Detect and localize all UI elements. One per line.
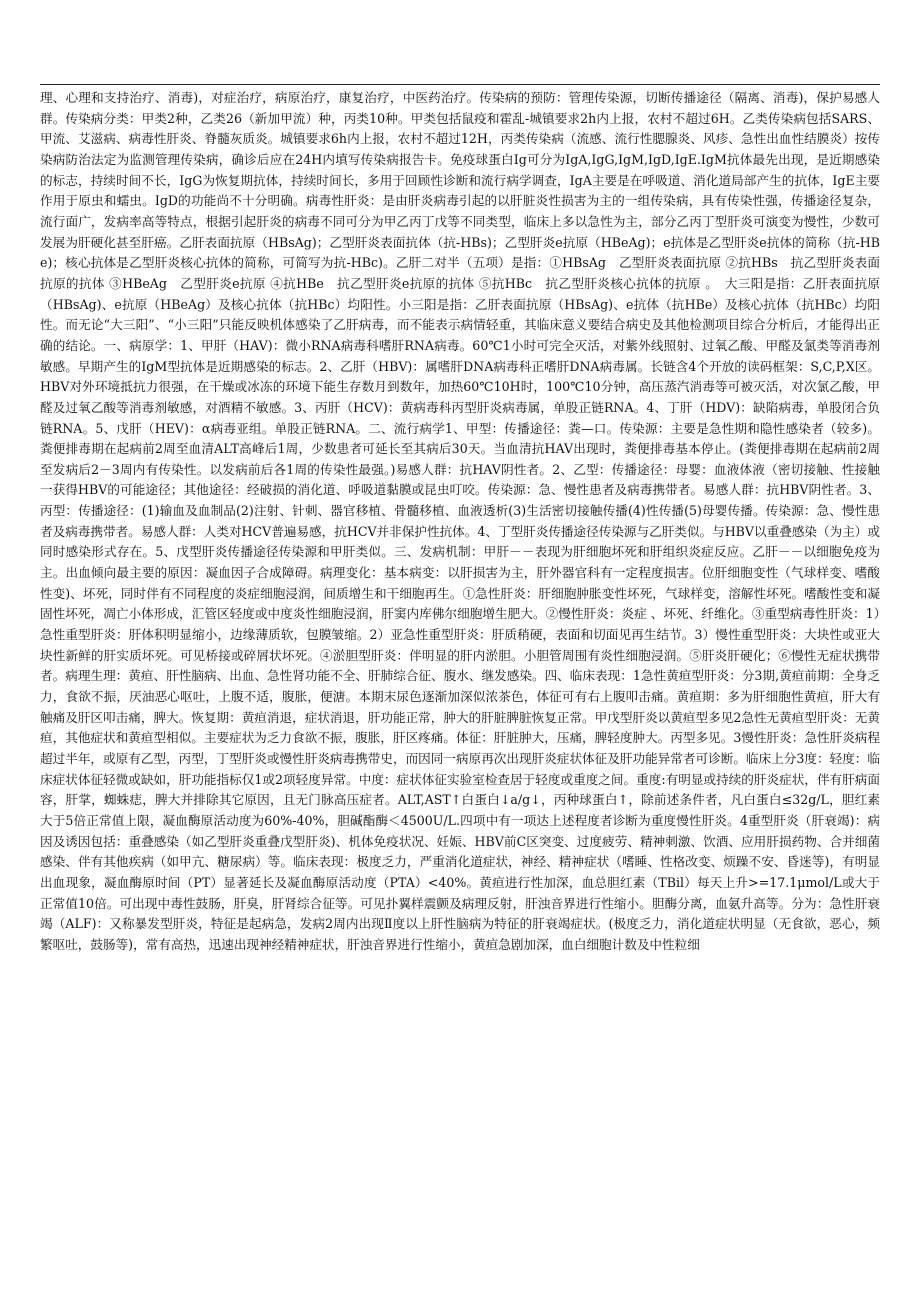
header-rule [40, 84, 880, 85]
document-body-text: 理、心理和支持治疗、消毒)，对症治疗，病原治疗，康复治疗，中医药治疗。传染病的预防：管理传染源，切断传播途径（隔离、消毒)，保护易感人群。传染病分类：甲类2种，乙类26（新加甲流）种，丙类10种。甲类包括鼠疫和霍乱-城镇要求2h内上报，农村不超过6H。乙类传染病包括SARS、甲流、艾滋病、病毒性肝炎、脊髓灰质炎。城镇要求6h内上报，农村不超过12H，丙类传染病（流感、流行性腮腺炎、风疹、急性出血性结膜炎）按传染病防治法定为监测管理传染病，确诊后应在24H内填写传染病报告卡。免疫球蛋白Ig可分为IgA,IgG,IgM,IgD,IgE.IgM抗体最先出现，是近期感染的标志，持续时间不长，IgG为恢复期抗体，持续时间长，多用于回顾性诊断和流行病学调查，IgA主要是在呼吸道、消化道局部产生的抗体，IgE主要作用于原虫和蠕虫。IgD的功能尚不十分明确。病毒性肝炎：是由肝炎病毒引起的以肝脏炎性损害为主的一组传染病，具有传染性强，传播途径复杂，流行面广，发病率高等特点，根据引起肝炎的病毒不同可分为甲乙丙丁戊等不同类型，临床上多以急性为主，部分乙丙丁型肝炎可演变为慢性，少数可发展为肝硬化甚至肝癌。乙肝表面抗原（HBsAg)；乙型肝炎表面抗体（抗-HBs)；乙型肝炎e抗原（HBeAg)；e抗体是乙型肝炎e抗体的简称（抗-HBe)；核心抗体是乙型肝炎核心抗体的简称，可简写为抗-HBc)。乙肝二对半（五项）是指：①HBsAg 乙型肝炎表面抗原 ②抗HBs 抗乙型肝炎表面抗原的抗体 ③HBeAg 乙型肝炎e抗原 ④抗HBe 抗乙型肝炎e抗原的抗体 ⑤抗HBc 抗乙型肝炎核心抗体的抗原 。 大三阳是指：乙肝表面抗原（HBsAg)、e抗原（HBeAg）及核心抗体（抗HBc）均阳性。小三阳是指：乙肝表面抗原（HBsAg)、e抗体（抗HBe）及核心抗体（抗HBc）均阳性。而无论“大三阳”、“小三阳”只能反映机体感染了乙肝病毒，而不能表示病情轻重，其临床意义要结合病史及其他检测项目综合分析后，才能得出正确的结论。一、病原学：1、甲肝（HAV)：微小RNA病毒科嗜肝RNA病毒。60℃1小时可完全灭活，对紫外线照射、过氧乙酸、甲醛及氯类等消毒剂敏感。早期产生的IgM型抗体是近期感染的标志。2、乙肝（HBV)：属嗜肝DNA病毒科正嗜肝DNA病毒属。长链含4个开放的读码框架：S,C,P,X区。HBV对外环境抵抗力很强，在干燥或冰冻的环境下能生存数月到数年，加热60℃10H时，100℃10分钟，高压蒸汽消毒等可被灭活，对次氯乙酸，甲醛及过氧乙酸等消毒剂敏感，对酒精不敏感。3、丙肝（HCV)：黄病毒科丙型肝炎病毒属，单股正链RNA。4、丁肝（HDV)：缺陷病毒，单股闭合负链RNA。5、戊肝（HEV)：α病毒亚组。单股正链RNA。二、流行病学1、甲型：传播途径：粪—口。传染源：主要是急性期和隐性感染者（较多)。粪便排毒期在起病前2周至血清ALT高峰后1周，少数患者可延长至其病后30天。当血清抗HAV出现时，粪便排毒基本停止。(粪便排毒期在起病前2周至发病后2－3周内有传染性。以发病前后各1周的传染性最强。)易感人群：抗HAV阴性者。2、乙型：传播途径：母婴：血液体液（密切接触、性接触一获得HBV的可能途径；其他途径：经破损的消化道、呼吸道黏膜或昆虫叮咬。传染源：急、慢性患者及病毒携带者。易感人群：抗HBV阴性者。3、丙型：传播途径：(1)输血及血制品(2)注射、针刺、器官移植、骨髓移植、血液透析(3)生活密切接触传播(4)性传播(5)母婴传播。传染源：急、慢性患者及病毒携带者。易感人群：人类对HCV普遍易感，抗HCV并非保护性抗体。4、丁型肝炎传播途径传染源与乙肝类似。与HBV以重叠感染（为主）或同时感染形式存在。5、戊型肝炎传播途径传染源和甲肝类似。三、发病机制：甲肝－－表现为肝细胞坏死和肝组织炎症反应。乙肝－－以细胞免疫为主。出血倾向最主要的原因：凝血因子合成障碍。病理变化：基本病变：以肝损害为主，肝外器官科有一定程度损害。位肝细胞变性（气球样变、嗜酸性变)、坏死，同时伴有不同程度的炎症细胞浸润，间质增生和干细胞再生。①急性肝炎：肝细胞肿胀变性坏死，气球样变，溶解性坏死。嗜酸性变和凝固性坏死，凋亡小体形成，汇管区轻度或中度炎性细胞浸润，肝窦内库佛尔细胞增生肥大。②慢性肝炎：炎症 、坏死、纤维化。③重型病毒性肝炎：1）急性重型肝炎：肝体积明显缩小，边缘薄质软，包膜皱缩。2）亚急性重型肝炎：肝质稍硬，表面和切面见再生结节。3）慢性重型肝炎：大块性或亚大块性新鲜的肝实质坏死。可见桥接或碎屑状坏死。④淤胆型肝炎：伴明显的肝内淤胆。小胆管周围有炎性细胞浸润。⑤肝炎肝硬化；⑥慢性无症状携带者。病理生理：黄疸、肝性脑病、出血、急性肾功能不全、肝肺综合征、腹水、继发感染。四、临床表现：1急性黄疸型肝炎：分3期,黄疸前期：全身乏力，食欲不振，厌油恶心呕吐，上腹不适，腹胀，便溏。本期末尿色逐渐加深似浓茶色，体征可有右上腹叩击痛。黄疸期：多为肝细胞性黄疸，肝大有触痛及肝区叩击痛，脾大。恢复期：黄疸消退，症状消退，肝功能正常，肿大的肝脏脾脏恢复正常。甲戊型肝炎以黄疸型多见2急性无黄疸型肝炎：无黄疸，其他症状和黄疸型相似。主要症状为乏力食欲不振，腹胀，肝区疼痛。体征：肝脏肿大，压痛，脾轻度肿大。丙型多见。3慢性肝炎：急性肝炎病程超过半年，或原有乙型，丙型，丁型肝炎或慢性肝炎病毒携带史，而因同一病原再次出现肝炎症状体征及肝功能异常者可诊断。临床上分3度：轻度：临床症状体征轻微或缺如，肝功能指标仅1或2项轻度异常。中度：症状体征实验室检查居于轻度或重度之间。重度:有明显或持续的肝炎症状，伴有肝病面容，肝掌，蜘蛛痣，脾大并排除其它原因，且无门脉高压症者。ALT,AST↑白蛋白↓a/g↓，丙种球蛋白↑，除前述条件者，凡白蛋白≤32g/L，胆红素大于5倍正常值上限，凝血酶原活动度为60%-40%，胆碱酯酶＜4500U/L.四项中有一项达上述程度者诊断为重度慢性肝炎。4重型肝炎（肝衰竭)：病因及诱因包括：重叠感染（如乙型肝炎重叠戊型肝炎)、机体免疫状况、妊娠、HBV前C区突变、过度疲劳、精神刺激、饮酒、应用肝损药物、合并细菌感染、伴有其他疾病（如甲亢、糖尿病）等。临床表现：极度乏力，严重消化道症状，神经、精神症状（嗜睡、性格改变、烦躁不安、昏迷等)，有明显出血现象，凝血酶原时间（PT）显著延长及凝血酶原活动度（PTA）<40%。黄疸进行性加深，血总胆红素（TBil）每天上升>=17.1μmol/L或大于正常值10倍。可出现中毒性鼓肠，肝臭，肝肾综合征等。可见扑翼样震颤及病理反射，肝浊音界进行性缩小。胆酶分离，血氨升高等。分为：急性肝衰竭（ALF)：又称暴发型肝炎，特征是起病急，发病2周内出现Ⅱ度以上肝性脑病为特征的肝衰竭症状。(极度乏力，消化道症状明显（无食欲，恶心，频繁呕吐，鼓肠等)，常有高热，迅速出现神经精神症状，肝浊音界进行性缩小，黄疸急剧加深，血白细胞计数及中性粒细 [40, 90, 880, 952]
